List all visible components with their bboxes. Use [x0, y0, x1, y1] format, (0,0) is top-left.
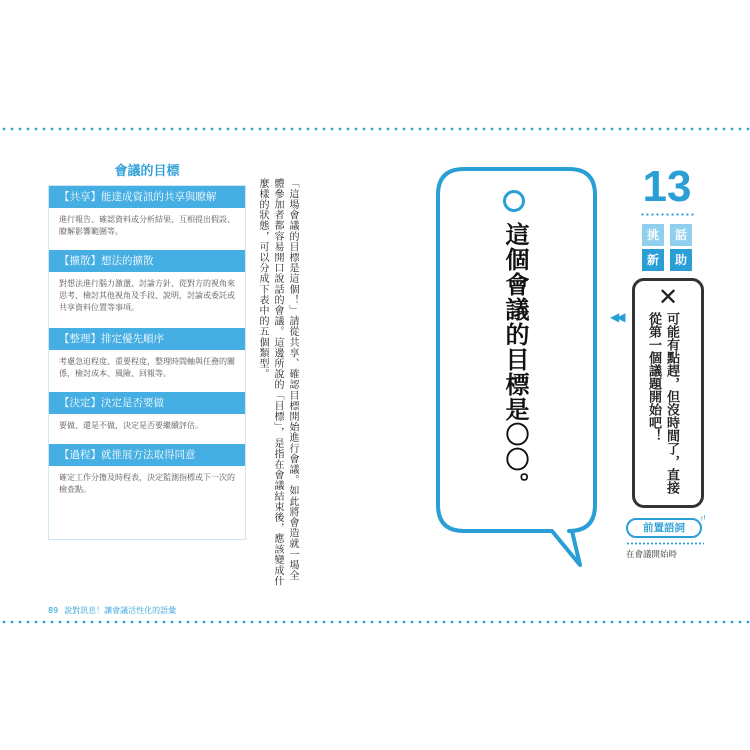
pill-underline	[626, 542, 704, 545]
goal-section-body: 對想法進行腦力激盪、討論方針、從對方的視角來思考、檢討其他視角及手段、說明，討論或委託或共享資料位置等事項。	[59, 279, 235, 312]
goal-section-body: 進行報告、確認資料或分析結果、互相提出假設、瞭解影響範圍等。	[59, 215, 235, 236]
goal-section-header: 【共享】能達成資訊的共享與瞭解	[49, 186, 245, 208]
category-tag: 話	[670, 224, 692, 246]
top-dotted-rule	[0, 127, 750, 131]
correct-circle-icon	[503, 190, 525, 212]
goal-section-header: 【決定】決定是否要做	[49, 392, 245, 414]
goal-section-body: 考慮急迫程度、重要程度，整理時間軸與任務的關係，檢討成本、風險、回報等。	[59, 357, 235, 378]
goal-section-body: 確定工作分擔及時程表，決定監測指標或下一次的檢查點。	[59, 473, 235, 494]
chapter-number: 13	[642, 162, 692, 211]
ng-example-text: 可能有點趕，但沒時間了，直接從第一個議題開始吧！	[646, 312, 679, 494]
body-paragraph: 「這場會議的目標是這個！」請從共享、確認目標開始進行會議。如此將會造就一場全體參加者都容易開口說話的會議。這邊所說的「目標」，是指在會議結束後，應該變成什麼樣的狀態，可以分成下表中的五個類型。	[257, 178, 298, 587]
cross-icon: ✕	[657, 283, 679, 311]
category-tag: 挑	[642, 224, 664, 246]
usage-timing: 在會議開始時	[626, 550, 678, 560]
goal-section-header: 【過程】就推展方法取得同意	[49, 444, 245, 466]
sparkle-icon: 〃	[697, 512, 711, 527]
goals-table	[48, 185, 246, 540]
main-phrase: 這個會議的目標是〇〇。	[501, 222, 529, 497]
double-chevron-left-icon: ◀◀	[610, 310, 623, 324]
page-footer	[48, 605, 176, 616]
category-tag: 助	[670, 249, 692, 271]
chapter-number-underline	[640, 213, 694, 216]
bottom-dotted-rule	[0, 620, 750, 624]
goal-section-header: 【擴散】想法的擴散	[49, 250, 245, 272]
goal-section-body: 要做、還是不做，決定是否要繼續評估。	[59, 421, 203, 430]
goal-section-header: 【整理】排定優先順序	[49, 328, 245, 350]
page-number: 89	[48, 606, 59, 615]
phrase-type-pill: 前置語詞	[626, 518, 702, 538]
running-title: 說對訊息！讓會議活性化的語彙	[64, 606, 177, 615]
category-tag: 新	[642, 249, 664, 271]
goals-title: 會議的目標	[114, 164, 180, 179]
